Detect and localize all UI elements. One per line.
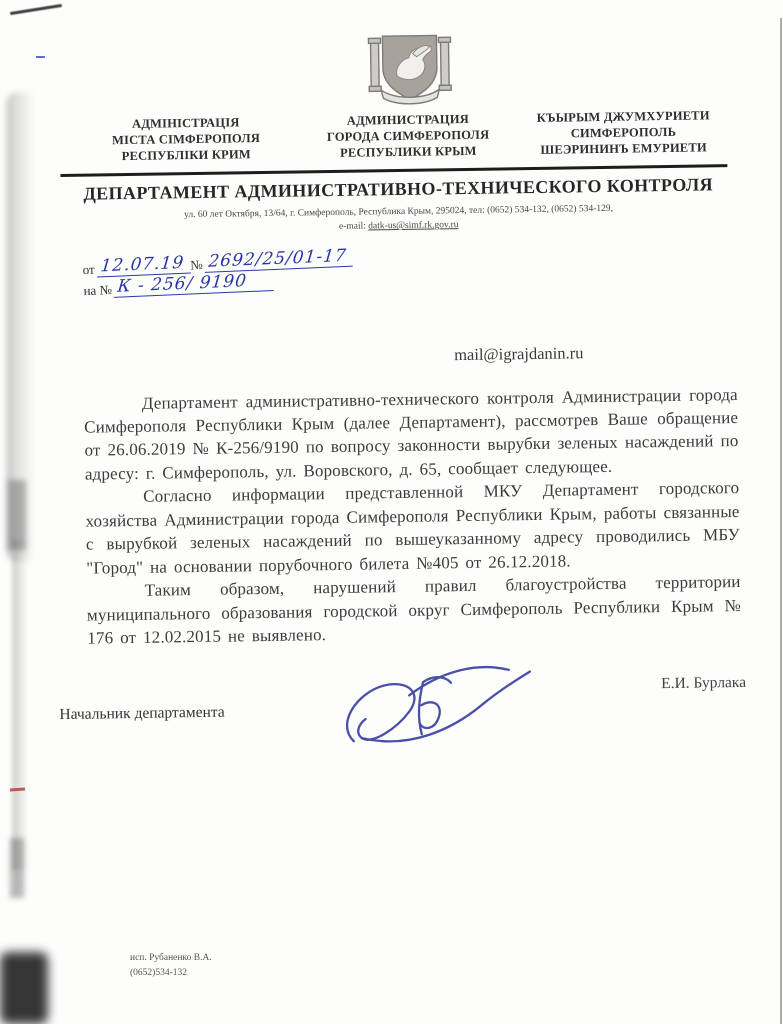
org-ru-line3: РЕСПУБЛИКИ КРЫМ bbox=[339, 143, 477, 160]
org-name-ukrainian bbox=[65, 113, 308, 165]
paragraph-3: Таким образом, нарушений правил благоустройства территории муниципального образования городской округ Симферополь Республики Крым № 176 от 12.02.2015 не выявлено. bbox=[86, 572, 742, 648]
department-title: ДЕПАРТАМЕНТ АДМИНИСТРАТИВНО-ТЕХНИЧЕСКОГО КОНТРОЛЯ bbox=[83, 174, 714, 204]
department-email: datk-us@simf.rk.gov.ru bbox=[368, 220, 459, 232]
number-label: № bbox=[189, 256, 203, 273]
signer-name: Е.И. Бурлака bbox=[661, 674, 747, 693]
address-line: ул. 60 лет Октября, 13/64, г. Симферополь, Республика Крым, 295024, тел: (0652) 534-132, (0652) 534-129, bbox=[184, 203, 614, 221]
recipient-email: mail@igrajdanin.ru bbox=[453, 342, 584, 364]
incoming-number-handwritten: К - 256/ 9190 bbox=[116, 270, 249, 297]
org-crh-line2: СИМФЕРОПОЛЬ bbox=[570, 124, 677, 141]
org-crh-line3: ШЕЭРИНИНЪ ЕМУРИЕТИ bbox=[540, 140, 707, 157]
executor-name: исп. Рубаненко В.А. bbox=[130, 953, 212, 963]
crimea-coat-of-arms-emblem bbox=[366, 29, 453, 108]
signature-row bbox=[3, 656, 783, 768]
email-label: e-mail: bbox=[338, 221, 369, 233]
paragraph-2: Согласно информации представленной МКУ Департамент городского хозяйства Администрации города Симферополя Республики Крым, работы связанные с вырубкой зеленых насаждений по вышеуказанному адресу проводились МБУ "Город" на основании порубочного билета №405 от 26.12.2018. bbox=[85, 478, 740, 578]
from-label: от bbox=[82, 261, 95, 277]
executor-phone: (0652)534-132 bbox=[130, 967, 187, 978]
paragraph-1: Департамент административно-технического контроля Администрации города Симферополя Республики Крым (далее Департамент), рассмотрев Ваше обращение от 26.06.2019 № К-256/9190 по вопросу законности вырубки зеленых насаждений по адресу: г. Симферополь, ул. Воровского, д. 65, сообщает следующее. bbox=[84, 384, 739, 484]
letter-body bbox=[84, 382, 742, 650]
org-crh-line1: КЪЫРЫМ ДЖУМХУРИЕТИ bbox=[536, 108, 710, 125]
department-address bbox=[0, 199, 779, 239]
outgoing-number-handwritten: 2692/25/01-17 bbox=[207, 245, 348, 272]
org-name-crimean-tatar bbox=[509, 107, 738, 158]
org-name-russian bbox=[307, 110, 510, 161]
reference-block bbox=[82, 245, 403, 299]
header-organizations bbox=[65, 107, 739, 165]
outgoing-date-handwritten: 12.07.19 bbox=[99, 252, 186, 276]
org-uk-line1: АДМІНІСТРАЦІЯ bbox=[131, 115, 240, 131]
org-ru-line2: ГОРОДА СИМФЕРОПОЛЯ bbox=[326, 127, 490, 145]
org-ru-line1: АДМИНИСТРАЦИЯ bbox=[346, 111, 470, 128]
signature-ink bbox=[333, 648, 535, 759]
reply-to-label: на № bbox=[83, 281, 113, 298]
org-uk-line2: МІСТА СІМФЕРОПОЛЯ bbox=[111, 131, 261, 148]
signer-position: Начальник департамента bbox=[59, 704, 225, 724]
org-uk-line3: РЕСПУБЛІКИ КРИМ bbox=[121, 147, 251, 164]
executor-block bbox=[130, 951, 212, 980]
